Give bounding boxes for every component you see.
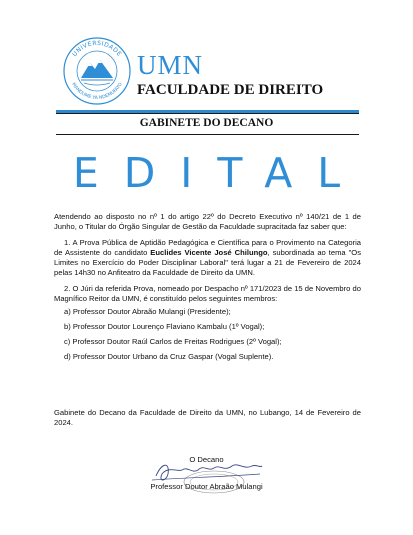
- paragraph-2-number: 2.: [64, 284, 71, 293]
- svg-text:UNIVERSIDADE: [71, 40, 123, 58]
- seal-bottom-text: MANDUME YA NDEMUFAYO: [70, 82, 124, 102]
- closing-paragraph: Gabinete do Decano da Faculdade de Direito da UMN, no Lubango, 14 de Fevereiro de 2024.: [54, 408, 361, 427]
- faculty-name: FACULDADE DE DIREITO: [137, 82, 324, 98]
- office-heading: GABINETE DO DECANO: [139, 117, 274, 129]
- document-title: EDITAL: [72, 149, 366, 197]
- jury-members-list: [54, 307, 361, 362]
- paragraph-1: [54, 238, 361, 278]
- document-body: [54, 212, 361, 367]
- university-seal-icon: [62, 36, 132, 106]
- signatory-title: O Decano: [189, 455, 224, 464]
- paragraph-1-number: 1.: [64, 238, 71, 247]
- jury-member: d) Professor Doutor Urbano da Cruz Gaspar (Vogal Suplente).: [64, 352, 274, 361]
- paragraph-1-text-a: A Prova Pública de Aptidão Pedagógica e Científica para o Provimento na Categoria de Assistente do candidato: [54, 238, 361, 257]
- paragraph-2: [54, 284, 361, 304]
- header-divider-dark: [56, 113, 359, 114]
- office-divider: [56, 134, 359, 135]
- paragraph-1-text-b: , subordinada ao tema "Os Limites no Exercício do Poder Disciplinar Laboral" terá lugar a 21 de Fevereiro de 2024 pelas 14h30 no Anfiteatro da Faculdade de Direito da UMN.: [54, 248, 361, 277]
- candidate-name: Euclides Vicente José Chilungo: [150, 248, 268, 257]
- jury-member: a) Professor Doutor Abraão Mulangi (Presidente);: [64, 307, 231, 316]
- signatory-name: Professor Doutor Abraão Mulangi: [150, 482, 263, 491]
- jury-member: c) Professor Doutor Raúl Carlos de Freitas Rodrigues (2º Vogal);: [64, 337, 282, 346]
- jury-member: b) Professor Doutor Lourenço Flaviano Kambalu (1º Vogal);: [64, 322, 265, 331]
- intro-paragraph: Atendendo ao disposto no nº 1 do artigo 22º do Decreto Executivo nº 140/21 de 1 de Junho, o Titular do Órgão Singular de Gestão da Faculdade supracitada faz saber que:: [54, 212, 361, 231]
- paragraph-2-text: O Júri da referida Prova, nomeado por Despacho nº 171/2023 de 15 de Novembro do Magnífico Reitor da UMN, é constituído pelos seguintes membros:: [54, 284, 361, 303]
- university-brand: UMN: [137, 50, 204, 80]
- seal-top-text: UNIVERSIDADE: [71, 39, 123, 59]
